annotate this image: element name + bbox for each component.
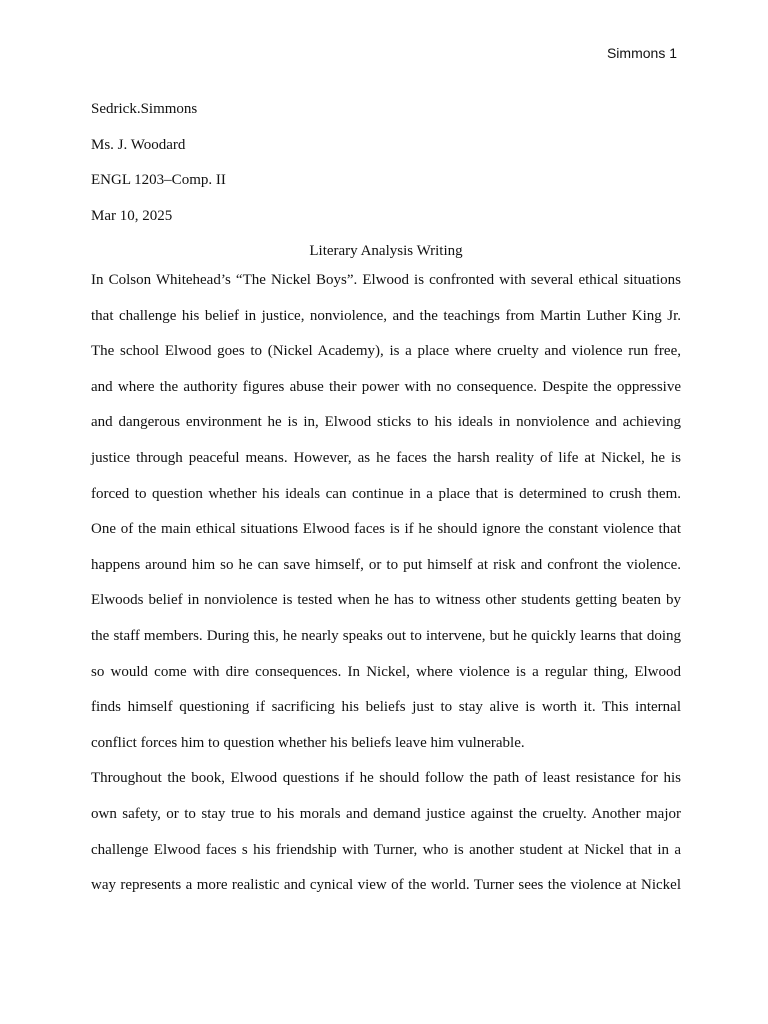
body-line: finds himself questioning if sacrificing his beliefs just to stay alive is worth it. This internal — [91, 699, 681, 716]
body-line: and where the authority figures abuse their power with no consequence. Despite the oppressive — [91, 378, 681, 395]
body-line: way represents a more realistic and cynical view of the world. Turner sees the violence at Nickel — [91, 877, 681, 894]
body-line: and dangerous environment he is in, Elwood sticks to his ideals in nonviolence and achieving — [91, 414, 681, 431]
body-line: forced to question whether his ideals can continue in a place that is determined to crush them. — [91, 485, 681, 502]
body-text — [91, 263, 681, 904]
instructor-name: Ms. J. Woodard — [91, 136, 186, 153]
document-title: Literary Analysis Writing — [309, 243, 463, 260]
course-name: ENGL 1203–Comp. II — [91, 172, 226, 189]
student-name: Sedrick.Simmons — [91, 101, 198, 117]
heading-block — [91, 92, 681, 270]
body-line: the staff members. During this, he nearly speaks out to intervene, but he quickly learns that doing — [91, 627, 681, 644]
body-line: so would come with dire consequences. In Nickel, where violence is a regular thing, Elwood — [91, 663, 681, 680]
body-line: happens around him so he can save himself, or to put himself at risk and confront the violence. — [91, 556, 681, 573]
body-line: Elwoods belief in nonviolence is tested when he has to witness other students getting beaten by — [91, 592, 681, 609]
body-line: Throughout the book, Elwood questions if he should follow the path of least resistance for his — [91, 770, 681, 787]
body-line: that challenge his belief in justice, nonviolence, and the teachings from Martin Luther King Jr. — [91, 307, 681, 324]
body-line: challenge Elwood faces s his friendship with Turner, who is another student at Nickel that in a — [91, 841, 681, 858]
body-line: The school Elwood goes to (Nickel Academy), is a place where cruelty and violence run free, — [91, 343, 681, 360]
body-line: In Colson Whitehead’s “The Nickel Boys”. Elwood is confronted with several ethical situations — [91, 272, 681, 288]
date-line: Mar 10, 2025 — [91, 207, 173, 224]
body-line: own safety, or to stay true to his morals and demand justice against the cruelty. Another major — [91, 805, 681, 822]
body-line: One of the main ethical situations Elwood faces is if he should ignore the constant violence that — [91, 521, 681, 538]
body-line: justice through peaceful means. However, as he faces the harsh reality of life at Nickel, he is — [91, 449, 681, 466]
page-header: Simmons 1 — [606, 45, 677, 61]
body-line: conflict forces him to question whether his beliefs leave him vulnerable. — [91, 734, 525, 751]
